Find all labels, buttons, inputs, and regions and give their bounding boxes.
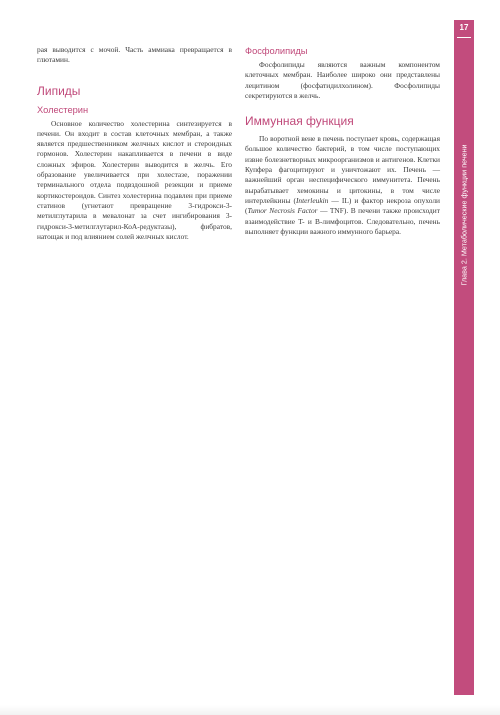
left-column <box>37 45 232 242</box>
chapter-title: Глава 2. Метаболические функции печени <box>459 144 469 286</box>
chapter-sidebar <box>454 20 474 695</box>
immune-function-paragraph <box>245 134 440 237</box>
intro-paragraph: рая выводится с мочой. Часть аммиака превращается в глютамин. <box>37 45 232 65</box>
page-number: 17 <box>459 23 469 32</box>
right-column <box>245 45 440 237</box>
immune-text-a: По воротной вене в печень поступает кровь, содержащая большое количество бактерий, в том числе поступающих извне болезнетворных микроорганизмов и антигенов. Клетки Купфера фагоцитируют и уничтожают их. Печень — важнейший орган неспецифического иммунитета. Печень вырабатывает хемокины и цитокины, в том числе интерлейкины ( <box>245 134 440 205</box>
immune-text-c: — TNF). В печени также происходит взаимодействие T- и B-лимфоцитов. Следовательно, печень выполняет функции важного иммунного барьера. <box>245 206 440 236</box>
cholesterol-paragraph: Основное количество холестерина синтезируется в печени. Он входит в состав клеточных мембран, а также является предшественником желчных кислот и стероидных гормонов. Холестерин накапливается в печени в виде сложных эфиров. Холестерин выводится в желчь. Его образование увеличивается при холестазе, поражении терминального отдела подвздошной резекции и приеме кортикостероидов. Синтез холестерина подавлен при приеме статинов (угнетают превращение 3-гидрокси-3-метилглутарила в мевалонат за счет ингибирования 3-гидрокси-3-метилглутарил-КоА-редуктазы), фибратов, натощак и под влиянием солей желчных кислот. <box>37 118 232 241</box>
interleukin-term: Interleukin <box>295 195 329 205</box>
immune-function-heading: Иммунная функция <box>245 114 354 129</box>
lipids-heading: Липиды <box>37 83 81 98</box>
page-number-rule <box>457 37 471 38</box>
tnf-term: Tumor Necrosis Factor <box>247 206 318 216</box>
page-edge <box>0 705 500 715</box>
cholesterol-heading: Холестерин <box>37 104 89 115</box>
immune-text-b: — IL) и фактор некроза опухоли ( <box>245 195 441 216</box>
phospholipids-paragraph: Фосфолипиды являются важным компонентом клеточных мембран. Наиболее широко они представлены лецитином (фосфатидилхолином). Фосфолипиды секретируются в желчь. <box>245 60 440 100</box>
phospholipids-heading: Фосфолипиды <box>245 46 308 56</box>
